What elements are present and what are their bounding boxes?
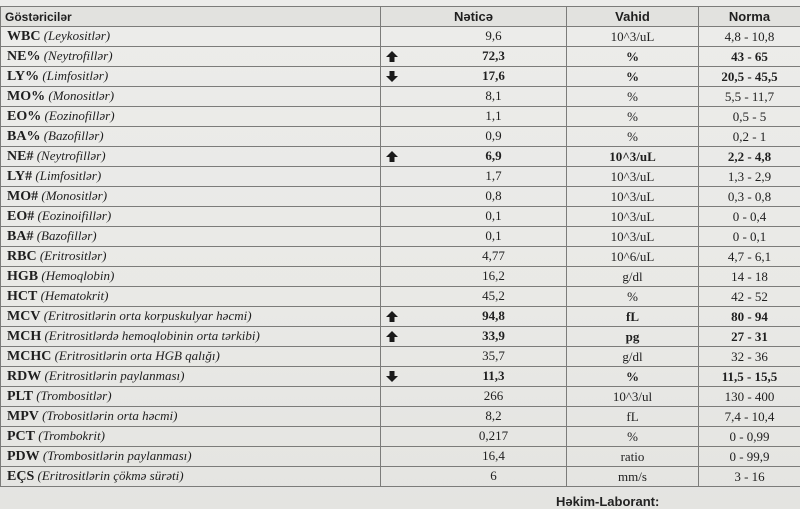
parameter-description: (Eritrositlərin çökmə sürəti)	[37, 468, 184, 483]
unit-cell: %	[567, 287, 699, 307]
result-value: 4,77	[482, 248, 505, 263]
unit-cell: 10^3/ul	[567, 387, 699, 407]
parameter-name	[1, 147, 381, 167]
table-row	[1, 167, 800, 187]
result-cell	[381, 27, 567, 47]
table-row	[1, 387, 800, 407]
result-value: 0,1	[485, 208, 502, 223]
header-norm: Norma	[699, 7, 800, 27]
result-cell	[381, 47, 567, 67]
result-value: 72,3	[482, 48, 505, 63]
result-value: 6	[490, 468, 497, 483]
result-value: 94,8	[482, 308, 505, 323]
parameter-code: RBC	[7, 249, 37, 264]
parameter-code: MO#	[7, 189, 39, 204]
unit-cell: 10^3/uL	[567, 147, 699, 167]
parameter-name	[1, 187, 381, 207]
result-cell	[381, 187, 567, 207]
result-value: 16,2	[482, 268, 505, 283]
norm-cell: 80 - 94	[699, 307, 800, 327]
result-cell	[381, 247, 567, 267]
parameter-name	[1, 307, 381, 327]
norm-cell: 27 - 31	[699, 327, 800, 347]
result-cell	[381, 387, 567, 407]
unit-cell: %	[567, 427, 699, 447]
parameter-description: (Trombositlərin paylanması)	[42, 448, 192, 463]
table-header-row	[1, 7, 800, 27]
result-value: 1,7	[485, 168, 502, 183]
result-cell	[381, 407, 567, 427]
unit-cell: 10^3/uL	[567, 167, 699, 187]
table-row	[1, 327, 800, 347]
parameter-name	[1, 87, 381, 107]
norm-cell: 0 - 0,4	[699, 207, 800, 227]
parameter-name	[1, 367, 381, 387]
result-value: 11,3	[482, 368, 505, 383]
result-value: 9,6	[485, 28, 502, 43]
parameter-description: (Hemoqlobin)	[41, 268, 115, 283]
table-row	[1, 467, 800, 487]
result-cell	[381, 67, 567, 87]
parameter-name	[1, 427, 381, 447]
table-row	[1, 447, 800, 467]
parameter-code: MCH	[7, 329, 42, 344]
parameter-description: (Bazofillər)	[43, 128, 104, 143]
unit-cell: mm/s	[567, 467, 699, 487]
table-row	[1, 427, 800, 447]
result-value: 6,9	[485, 148, 502, 163]
parameter-description: (Limfositlər)	[42, 68, 109, 83]
result-value: 1,1	[485, 108, 502, 123]
parameter-code: HGB	[7, 269, 39, 284]
unit-cell: fL	[567, 407, 699, 427]
parameter-name	[1, 287, 381, 307]
parameter-name	[1, 47, 381, 67]
parameter-code: HCT	[7, 289, 38, 304]
norm-cell: 1,3 - 2,9	[699, 167, 800, 187]
parameter-name	[1, 107, 381, 127]
parameter-name	[1, 167, 381, 187]
parameter-description: (Eritrositlərin orta korpuskulyar həcmi)	[43, 308, 252, 323]
result-value: 0,1	[485, 228, 502, 243]
result-cell	[381, 287, 567, 307]
parameter-description: (Trombositlər)	[36, 388, 112, 403]
result-cell	[381, 167, 567, 187]
parameter-description: (Eritrositlərin paylanması)	[44, 368, 185, 383]
parameter-name	[1, 327, 381, 347]
parameter-name	[1, 27, 381, 47]
results-body	[1, 27, 800, 487]
parameter-description: (Eozinoifillər)	[37, 208, 112, 223]
norm-cell: 7,4 - 10,4	[699, 407, 800, 427]
table-row	[1, 247, 800, 267]
table-row	[1, 207, 800, 227]
norm-cell: 4,7 - 6,1	[699, 247, 800, 267]
table-row	[1, 267, 800, 287]
signature-label: Həkim-Laborant:	[556, 494, 660, 509]
parameter-code: LY#	[7, 169, 33, 184]
unit-cell: g/dl	[567, 347, 699, 367]
result-cell	[381, 107, 567, 127]
result-value: 17,6	[482, 68, 505, 83]
result-cell	[381, 207, 567, 227]
norm-cell: 42 - 52	[699, 287, 800, 307]
table-row	[1, 227, 800, 247]
unit-cell: %	[567, 67, 699, 87]
parameter-description: (Trobositlərin orta həcmi)	[42, 408, 178, 423]
parameter-description: (Eritrositlərdə hemoqlobinin orta tərkibi)	[44, 328, 260, 343]
norm-cell: 3 - 16	[699, 467, 800, 487]
parameter-name	[1, 447, 381, 467]
parameter-description: (Neytrofillər)	[36, 148, 106, 163]
table-row	[1, 367, 800, 387]
parameter-code: PLT	[7, 389, 33, 404]
result-cell	[381, 447, 567, 467]
parameter-name	[1, 407, 381, 427]
norm-cell: 20,5 - 45,5	[699, 67, 800, 87]
parameter-description: (Leykositlər)	[43, 28, 111, 43]
parameter-description: (Monositlər)	[41, 188, 108, 203]
norm-cell: 4,8 - 10,8	[699, 27, 800, 47]
parameter-description: (Hematokrit)	[40, 288, 109, 303]
norm-cell: 2,2 - 4,8	[699, 147, 800, 167]
parameter-code: EO%	[7, 109, 42, 124]
table-row	[1, 107, 800, 127]
result-cell	[381, 227, 567, 247]
parameter-description: (Eritrositlər)	[39, 248, 107, 263]
result-value: 0,8	[485, 188, 502, 203]
unit-cell: %	[567, 87, 699, 107]
unit-cell: 10^3/uL	[567, 227, 699, 247]
parameter-code: EÇS	[7, 469, 35, 484]
parameter-description: (Bazofillər)	[36, 228, 97, 243]
header-result: Nəticə	[381, 7, 567, 27]
parameter-code: MO%	[7, 89, 46, 104]
result-value: 8,2	[485, 408, 502, 423]
parameter-code: RDW	[7, 369, 42, 384]
norm-cell: 0 - 0,1	[699, 227, 800, 247]
unit-cell: %	[567, 47, 699, 67]
result-cell	[381, 147, 567, 167]
parameter-description: (Trombokrit)	[38, 428, 105, 443]
unit-cell: ratio	[567, 447, 699, 467]
table-row	[1, 187, 800, 207]
table-row	[1, 127, 800, 147]
parameter-description: (Eozinofillər)	[44, 108, 115, 123]
result-value: 45,2	[482, 288, 505, 303]
parameter-description: (Monositlər)	[48, 88, 115, 103]
table-row	[1, 287, 800, 307]
parameter-code: WBC	[7, 29, 41, 44]
table-row	[1, 27, 800, 47]
table-row	[1, 347, 800, 367]
unit-cell: fL	[567, 307, 699, 327]
parameter-description: (Eritrositlərin orta HGB qalığı)	[54, 348, 220, 363]
result-cell	[381, 367, 567, 387]
parameter-name	[1, 227, 381, 247]
table-row	[1, 87, 800, 107]
results-table	[0, 6, 800, 487]
table-row	[1, 407, 800, 427]
norm-cell: 0,3 - 0,8	[699, 187, 800, 207]
unit-cell: %	[567, 107, 699, 127]
parameter-description: (Neytrofillər)	[43, 48, 113, 63]
norm-cell: 43 - 65	[699, 47, 800, 67]
result-cell	[381, 127, 567, 147]
header-unit: Vahid	[567, 7, 699, 27]
header-parameters: Göstəricilər	[1, 7, 381, 27]
unit-cell: pg	[567, 327, 699, 347]
norm-cell: 11,5 - 15,5	[699, 367, 800, 387]
unit-cell: g/dl	[567, 267, 699, 287]
norm-cell: 0,5 - 5	[699, 107, 800, 127]
result-cell	[381, 267, 567, 287]
parameter-code: MCHC	[7, 349, 52, 364]
unit-cell: 10^6/uL	[567, 247, 699, 267]
parameter-name	[1, 207, 381, 227]
table-row	[1, 307, 800, 327]
unit-cell: 10^3/uL	[567, 27, 699, 47]
unit-cell: %	[567, 127, 699, 147]
parameter-code: PDW	[7, 449, 40, 464]
norm-cell: 14 - 18	[699, 267, 800, 287]
result-value: 16,4	[482, 448, 505, 463]
unit-cell: %	[567, 367, 699, 387]
table-row	[1, 67, 800, 87]
result-cell	[381, 87, 567, 107]
unit-cell: 10^3/uL	[567, 207, 699, 227]
result-value: 266	[483, 388, 504, 403]
parameter-name	[1, 387, 381, 407]
parameter-name	[1, 127, 381, 147]
result-cell	[381, 327, 567, 347]
unit-cell: 10^3/uL	[567, 187, 699, 207]
result-cell	[381, 307, 567, 327]
parameter-code: MPV	[7, 409, 39, 424]
parameter-name	[1, 267, 381, 287]
norm-cell: 0 - 99,9	[699, 447, 800, 467]
parameter-code: NE%	[7, 49, 41, 64]
norm-cell: 5,5 - 11,7	[699, 87, 800, 107]
parameter-description: (Limfositlər)	[35, 168, 102, 183]
parameter-code: EO#	[7, 209, 35, 224]
parameter-code: PCT	[7, 429, 35, 444]
result-value: 35,7	[482, 348, 505, 363]
parameter-name	[1, 467, 381, 487]
table-row	[1, 147, 800, 167]
parameter-code: BA%	[7, 129, 41, 144]
parameter-code: MCV	[7, 309, 41, 324]
norm-cell: 130 - 400	[699, 387, 800, 407]
parameter-code: LY%	[7, 69, 40, 84]
result-value: 0,9	[485, 128, 502, 143]
parameter-name	[1, 347, 381, 367]
result-value: 8,1	[485, 88, 502, 103]
parameter-name	[1, 67, 381, 87]
parameter-code: NE#	[7, 149, 34, 164]
result-value: 33,9	[482, 328, 505, 343]
parameter-name	[1, 247, 381, 267]
parameter-code: BA#	[7, 229, 34, 244]
norm-cell: 0,2 - 1	[699, 127, 800, 147]
result-cell	[381, 347, 567, 367]
result-cell	[381, 467, 567, 487]
result-value: 0,217	[478, 428, 509, 443]
table-row	[1, 47, 800, 67]
norm-cell: 32 - 36	[699, 347, 800, 367]
norm-cell: 0 - 0,99	[699, 427, 800, 447]
result-cell	[381, 427, 567, 447]
